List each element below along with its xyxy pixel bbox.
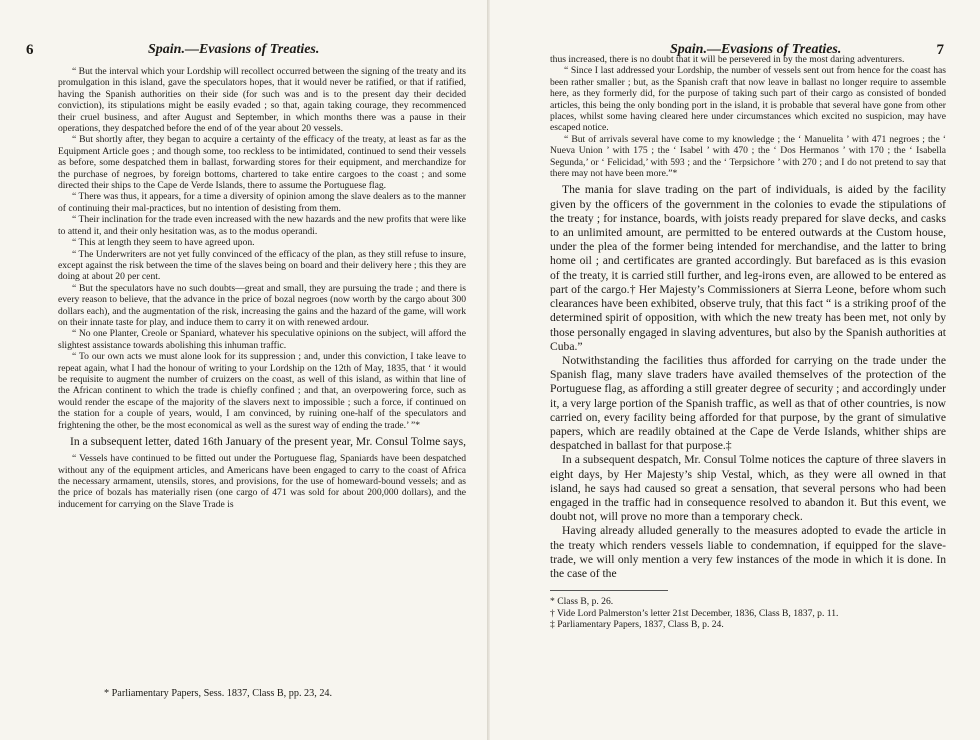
quoted-paragraph: “ Vessels have continued to be fitted out under the Portuguese flag, Spaniards have been despatched without any of the equipment articles, and Americans have been engaged to carry to the coast of Africa the necessary armament, utensils, stores, and provisions, for the use of homeward-bound vessels; and as the price of bozals has materially risen (one cargo of 471 was sold for about 200,000 dollars), and the inducement for carrying on the Slave Trade is: [58, 453, 466, 510]
quoted-paragraph: “ There was thus, it appears, for a time a diversity of opinion among the slave dealers as to the manner of continuing their mal-practices, but no intention of desisting from them.: [58, 191, 466, 214]
footnote: ‡ Parliamentary Papers, 1837, Class B, p. 24.: [550, 619, 724, 631]
left-page-body: [58, 66, 466, 510]
body-paragraph: In a subsequent despatch, Mr. Consul Tolme notices the capture of three slavers in eight days, by Her Majesty’s ship Vestal, which, as they were all owned in that island, he says had caused so great a sensation, that several persons who had been engaged in the traffic had in consequence resolved to abandon it. But this event, we doubt not, will prove no more than a temporary check.: [550, 453, 946, 524]
body-paragraph: Having already alluded generally to the measures adopted to evade the article in the treaty which renders vessels liable to condemnation, if equipped for the slave-trade, we will only mention a very few instances of the mode in which it is done. In the case of the: [550, 524, 946, 580]
running-title: Spain.—Evasions of Treaties.: [670, 42, 842, 57]
quoted-paragraph: “ The Underwriters are not yet fully convinced of the efficacy of the plan, as they still refuse to insure, except against the risk between the time of the slaves being on board and their delivery here ; this they are doing at about 20 per cent.: [58, 248, 466, 283]
footnote-rule: [550, 590, 668, 591]
page-number: 6: [26, 42, 34, 58]
body-paragraph: The mania for slave trading on the part of individuals, is aided by the facility given by the officers of the government in the colonies to evade the stipulations of the treaty ; for instance, boards, with joists ready prepared for slave decks, and casks to an unlimited amount, are permitted to be entered outwards at the Custom house, under the plea of the former being intended for merchandise, and the latter to bring home oil ; and certificates are granted accordingly. But barefaced as is this evasion of the treaty, it is carried still further, and leg-irons even, are allowed to be entered as part of the cargo.† Her Majesty’s Commissioners at Sierra Leone, before whom such clearances have been exhibited, observe truly, that this fact “ is a striking proof of the determined spirit of opposition, with which the new treaty has been met, not only by those personally engaged in slaving adventures, but also by the Spanish authorities at Cuba.”: [550, 183, 946, 353]
quoted-paragraph: “ This at length they seem to have agreed upon.: [72, 237, 255, 249]
quoted-paragraph: “ To our own acts we must alone look for its suppression ; and, under this conviction, I take leave to repeat again, what I had the honour of writing to your Lordship on the 12th of May, 1835, that ‘ it would be requisite to augment the number of cruizers on the coast, as well of this island, as within that line of the African continent to which the trade is chiefly confined ; and that, an overpowering force, such as would render the escape of the majority of the slavers next to impossible ; such a force, if continued on the station for a couple of years, would, I am convinced, by ruining one-half of the speculators and frightening the other, be the most economical as well as the surest way of ending the trade.’ ”*: [58, 351, 466, 431]
quoted-paragraph: “ But the interval which your Lordship will recollect occurred between the signing of the treaty and its promulgation in this island, gave the speculators hopes, that it would never be ratified, or that if ratified, having the Spanish authorities on their side (for such was and is to the present day their decided conviction), its stipulations might be easily evaded ; so that, again taking courage, they recommenced their cruel business, and after August and September, in which months there was a pause in their operations, they despatched before the end of of the year about 20 vessels.: [58, 66, 466, 135]
page-number: 7: [936, 42, 944, 58]
body-paragraph: In a subsequent letter, dated 16th January of the present year, Mr. Consul Tolme says,: [70, 435, 467, 448]
body-paragraph: Notwithstanding the facilities thus afforded for carrying on the trade under the Spanish flag, many slave traders have availed themselves of the protection of the Portuguese flag, as affording a still greater degree of security ; and accordingly under it, a very large portion of the Spanish traffic, as well as that of other countries, is now carried on, every facility being afforded for that purpose, by the grant of simulative papers, which are readily obtained at the Cape de Verde Islands, whither ships are despatched in ballast for that purpose.‡: [550, 353, 946, 453]
quoted-paragraph: “ Since I last addressed your Lordship, the number of vessels sent out from hence for the coast has been rather smaller ; but, as the Spanish craft that now leave in ballast no longer require to assemble here, as they formerly did, for the purpose of taking such part of their cargo as consisted of bonded articles, this being the only bonding port in the island, it is probable that several have gone from other places, whilst some having cleared here under circumstances which excited no suspicion, may have escaped notice.: [550, 65, 946, 134]
footnote: * Parliamentary Papers, Sess. 1837, Class B, pp. 23, 24.: [104, 688, 333, 699]
quoted-paragraph: “ Their inclination for the trade even increased with the new hazards and the new profits that were like to attend it, and their only hesitation was, as to the modus operandi.: [58, 214, 466, 237]
quoted-paragraph: “ But shortly after, they began to acquire a certainty of the efficacy of the treaty, at least as far as the Equipment Article goes ; and though some, too reckless to be intimidated, continued to send their vessels as before, some despatched them in ballast, forwarding stores for their equipment, and merchandize for the purchase of negroes, by foreign bottoms, chartered to take entire cargoes to the coast ; and some directed their ships to the Cape de Verde Islands, there to assume the Portuguese flag.: [58, 134, 466, 192]
right-page-body: [550, 54, 946, 631]
footnote: † Vide Lord Palmerston’s letter 21st December, 1836, Class B, 1837, p. 11.: [550, 607, 839, 619]
quoted-paragraph: “ No one Planter, Creole or Spaniard, whatever his speculative opinions on the subject, will afford the slightest assistance towards abolishing this inhuman traffic.: [58, 328, 466, 351]
right-page: [490, 0, 980, 740]
running-title: Spain.—Evasions of Treaties.: [148, 42, 320, 57]
quoted-paragraph: “ But of arrivals several have come to my knowledge ; the ‘ Manuelita ’ with 471 negroes ; the ‘ Nueva Union ’ with 175 ; the ‘ Isabel ’ with 470 ; the ‘ Dos Hermanos ’ with 170 ; the ‘ Isabella Segunda,’ or ‘ Felicidad,’ with 593 ; and the ‘ Terpsichore ’ with 270 ; and I do not pretend to say that there may not have been more.”*: [550, 133, 946, 180]
quoted-paragraph: thus increased, there is no doubt that it will be persevered in by the most daring adventurers.: [550, 54, 905, 65]
quoted-paragraph: “ But the speculators have no such doubts—great and small, they are pursuing the trade ; and there is every reason to believe, that the advance in the price of bozal negroes (now worth by the cargo about 300 dollars each), and the augmentation of the risk, increasing the gains and the hazard of the game, will work on their innate taste for play, and induce them to carry it on with renewed ardour.: [58, 282, 466, 328]
footnote: * Class B, p. 26.: [550, 596, 614, 608]
